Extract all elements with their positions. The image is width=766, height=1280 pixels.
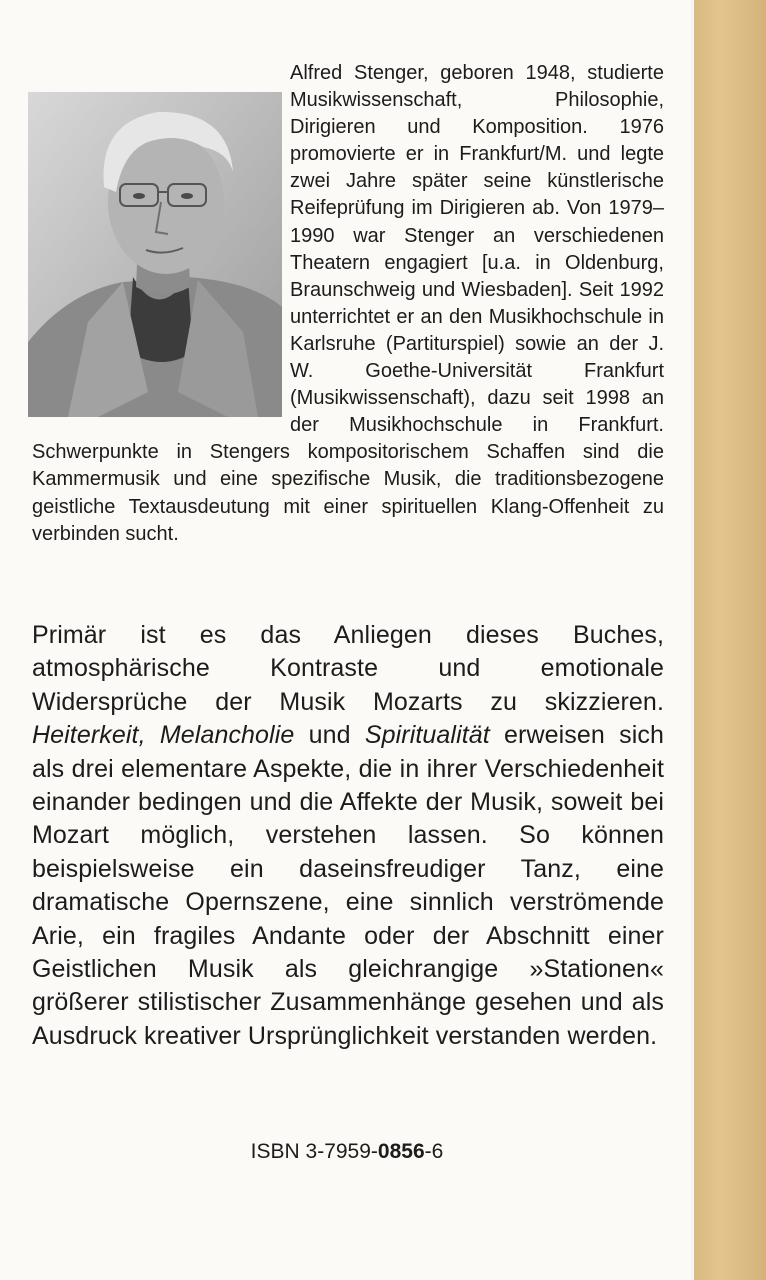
description-part-2: und	[294, 721, 365, 750]
description-part-3: erweisen sich als drei elementare Aspekte, die in ihrer Verschiedenheit einander bedingen und die Affekte der Musik, soweit bei Mozart möglich, verstehen lassen. So können beispielsweise ein daseinsfreudiger Tanz, eine dramatische Opernszene, eine sinnlich verströmende Arie, ein fragiles Andante oder der Abschnitt einer Geistlichen Musik als gleichrangige »Stationen« größerer stilistischer Zusammenhänge gesehen und als Ausdruck kreativer Ursprünglichkeit verstanden werden.	[32, 721, 664, 1050]
description-emphasis-2: Spiritualität	[364, 721, 490, 750]
isbn-line	[0, 1140, 694, 1164]
photo-wrap-spacer	[32, 60, 290, 415]
book-spine-edge	[694, 0, 766, 1280]
author-bio-text: Alfred Stenger, geboren 1948, studierte Musikwissenschaft, Philosophie, Dirigieren und Komposition. 1976 promovierte er in Frankfurt/M. und legte zwei Jahre später seine künstlerische Reifeprüfung im Dirigieren ab. Von 1979–1990 war Stenger an verschiedenen Theatern engagiert [u.a. in Oldenburg, Braunschweig und Wiesbaden]. Seit 1992 unterrichtet er an den Musikhochschule in Karlsruhe (Partiturspiel) sowie an der J. W. Goethe-Universität Frankfurt (Musikwissenschaft), dazu seit 1998 an der Musikhochschule in Frankfurt. Schwerpunkte in Stengers kompositorischem Schaffen sind die Kammermusik und eine spezifische Musik, die traditionsbezogene geistliche Textausdeutung mit einer spirituellen Klang-Offenheit zu verbinden sucht.	[32, 62, 664, 545]
isbn-suffix: -6	[424, 1140, 444, 1163]
description-emphasis-1: Heiterkeit, Melancholie	[32, 721, 295, 750]
author-bio	[32, 60, 664, 548]
book-description	[32, 619, 664, 1053]
book-description-text	[32, 619, 664, 1053]
description-part-1: Primär ist es das Anliegen dieses Buches, atmosphärische Kontraste und emotionale Widersprüche der Musik Mozarts zu skizzieren.	[32, 621, 664, 716]
isbn-bold-part: 0856	[377, 1140, 425, 1163]
isbn-prefix: ISBN 3-7959-	[250, 1140, 378, 1163]
